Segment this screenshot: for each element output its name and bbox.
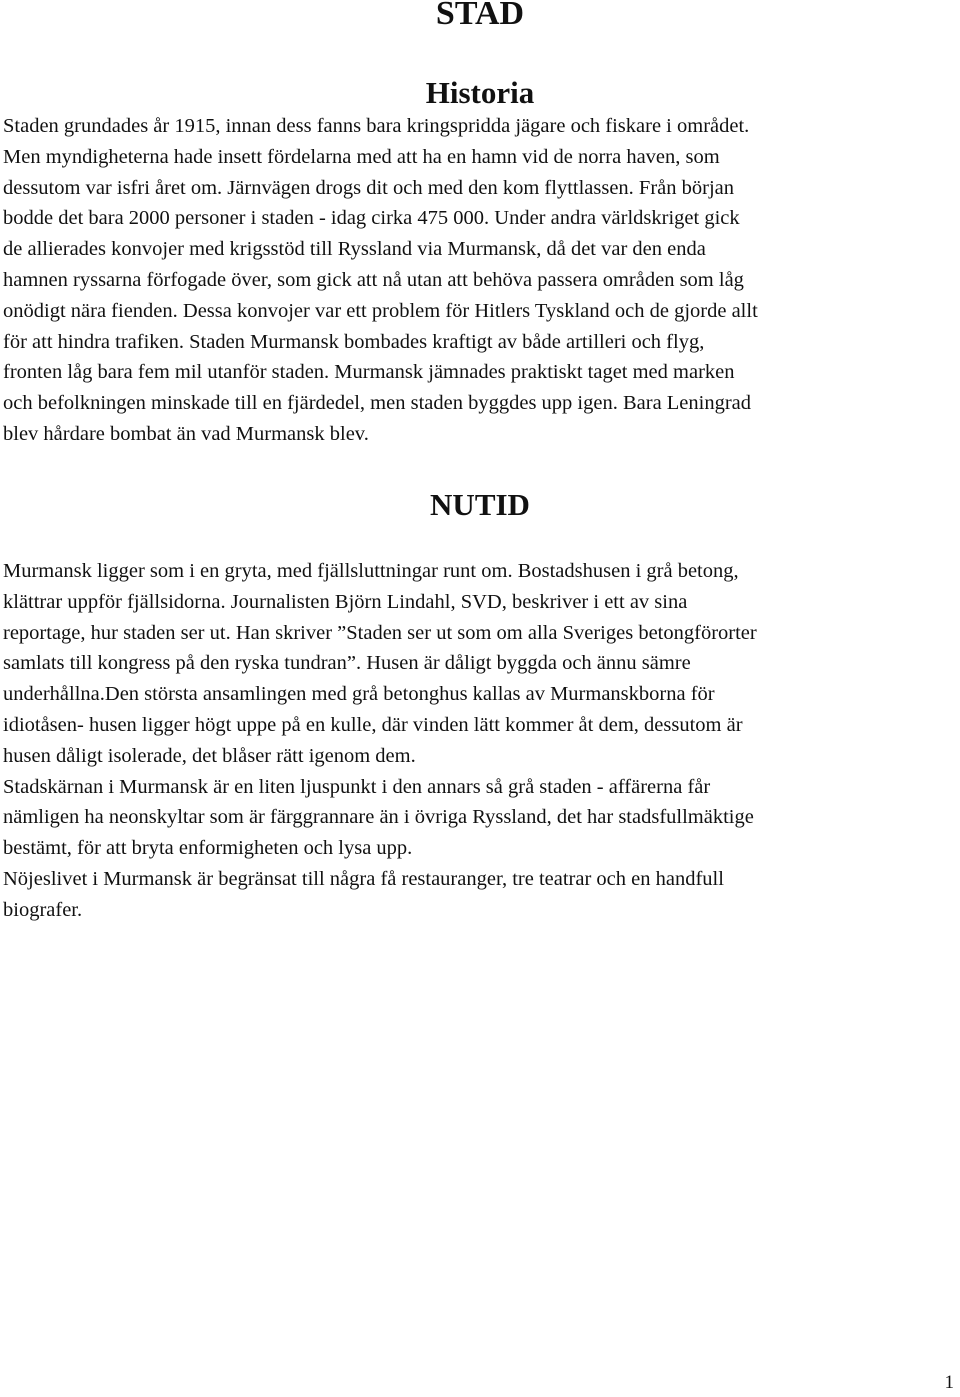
text-line: onödigt nära fienden. Dessa konvojer var ett problem för Hitlers Tyskland och de gjorde allt [3, 299, 758, 322]
text-line: reportage, hur staden ser ut. Han skriver ”Staden ser ut som om alla Sveriges betongförorter [3, 621, 757, 644]
text-line: husen dåligt isolerade, det blåser rätt igenom dem. [3, 744, 416, 767]
text-line: biografer. [3, 898, 83, 921]
text-line: blev hårdare bombat än vad Murmansk blev. [3, 422, 369, 445]
text-line: Stadskärnan i Murmansk är en liten ljuspunkt i den annars så grå staden - affärerna får [3, 775, 711, 798]
heading-nutid: NUTID [430, 487, 530, 522]
text-line: för att hindra trafiken. Staden Murmansk bombades kraftigt av både artilleri och flyg, [3, 330, 705, 353]
text-line: samlats till kongress på den ryska tundran”. Husen är dåligt byggda och ännu sämre [3, 652, 691, 675]
text-line: dessutom var isfri året om. Järnvägen drogs dit och med den kom flyttlassen. Från början [3, 176, 735, 199]
text-line: hamnen ryssarna förfogade över, som gick att nå utan att behöva passera områden som låg [3, 268, 744, 291]
document-title: STAD [435, 0, 525, 32]
text-line: klättrar uppför fjällsidorna. Journalisten Björn Lindahl, SVD, beskriver i ett av sina [3, 590, 688, 613]
text-line: nämligen ha neonskyltar som är färggrannare än i övriga Ryssland, det har stadsfullmäktige [3, 806, 754, 829]
text-line: bodde det bara 2000 personer i staden - idag cirka 475 000. Under andra världskriget gick [3, 207, 740, 230]
page-number: 1 [944, 1372, 954, 1393]
text-line: idiotåsen- husen ligger högt uppe på en kulle, där vinden lätt kommer åt dem, dessutom är [3, 713, 743, 736]
text-line: fronten låg bara fem mil utanför staden. Murmansk jämnades praktiskt taget med marken [3, 361, 735, 384]
text-line: Staden grundades år 1915, innan dess fanns bara kringspridda jägare och fiskare i området. [3, 115, 750, 137]
text-line: de allierades konvojer med krigsstöd till Ryssland via Murmansk, då det var den enda [3, 238, 706, 261]
text-line: Men myndigheterna hade insett fördelarna med att ha en hamn vid de norra haven, som [3, 145, 720, 168]
text-line: Nöjeslivet i Murmansk är begränsat till några få restauranger, tre teatrar och en handfull [3, 867, 724, 890]
text-line: underhållna.Den största ansamlingen med grå betonghus kallas av Murmanskborna för [3, 683, 715, 706]
text-line: bestämt, för att bryta enformigheten och lysa upp. [3, 837, 413, 860]
heading-historia: Historia [425, 75, 535, 110]
text-line: Murmansk ligger som i en gryta, med fjällsluttningar runt om. Bostadshusen i grå betong, [3, 560, 739, 582]
nutid-paragraph [3, 556, 960, 926]
text-line: och befolkningen minskade till en fjärdedel, men staden byggdes upp igen. Bara Leningrad [3, 392, 752, 415]
historia-paragraph [3, 111, 960, 450]
